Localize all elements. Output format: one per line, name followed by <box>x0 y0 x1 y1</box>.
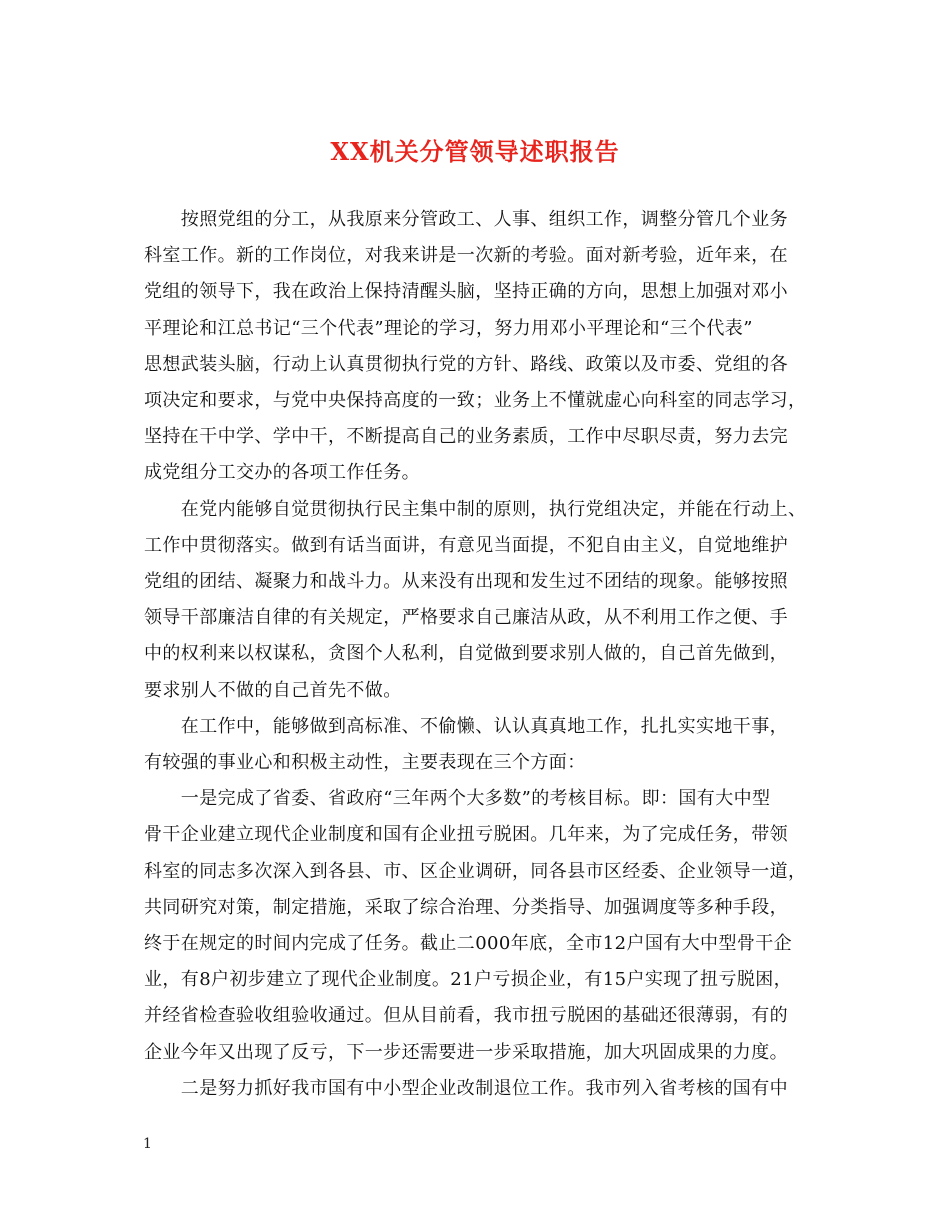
body-line: 平理论和江总书记“三个代表”理论的学习，努力用邓小平理论和“三个代表” <box>144 317 753 339</box>
body-line: 并经省检查验收组验收通过。但从目前看，我市扭亏脱困的基础还很薄弱，有的 <box>144 1005 788 1027</box>
body-line: 共同研究对策，制定措施，采取了综合治理、分类指导、加强调度等多种手段， <box>144 896 788 918</box>
body-line: 领导干部廉洁自律的有关规定，严格要求自己廉洁从政，从不利用工作之便、手 <box>144 607 788 629</box>
body-line: 党组的团结、凝聚力和战斗力。从来没有出现和发生过不团结的现象。能够按照 <box>144 571 788 592</box>
body-line: 在工作中，能够做到高标准、不偷懒、认认真真地工作，扎扎实实地干事， <box>144 715 788 737</box>
body-line: 在党内能够自觉贯彻执行民主集中制的原则，执行党组决定，并能在行动上、 <box>144 498 807 520</box>
body-line: 党组的领导下，我在政治上保持清醒头脑，坚持正确的方向，思想上加强对邓小 <box>144 281 788 303</box>
body-line: 要求别人不做的自己首先不做。 <box>144 679 402 701</box>
body-line: 项决定和要求，与党中央保持高度的一致；业务上不懂就虚心向科室的同志学习， <box>144 390 807 411</box>
body-line: 中的权利来以权谋私，贪图个人私利，自觉做到要求别人做的，自己首先做到， <box>144 643 788 665</box>
body-line: 科室工作。新的工作岗位，对我来讲是一次新的考验。面对新考验，近年来，在 <box>144 245 788 267</box>
document-title: XX机关分管领导述职报告 <box>330 137 620 166</box>
body-line: 骨干企业建立现代企业制度和国有企业扭亏脱困。几年来，为了完成任务，带领 <box>144 824 788 846</box>
page-number: 1 <box>143 1136 152 1152</box>
body-line: 思想武装头脑，行动上认真贯彻执行党的方针、路线、政策以及市委、党组的各 <box>144 353 788 375</box>
body-line: 二是努力抓好我市国有中小型企业改制退位工作。我市列入省考核的国有中 <box>144 1077 788 1099</box>
body-line: 企业今年又出现了反亏，下一步还需要进一步采取措施，加大巩固成果的力度。 <box>144 1041 788 1063</box>
body-line: 一是完成了省委、省政府“三年两个大多数”的考核目标。即：国有大中型 <box>144 788 771 810</box>
body-line: 坚持在干中学、学中干，不断提高自己的业务素质，工作中尽职尽责，努力去完 <box>144 426 788 448</box>
body-line: 终于在规定的时间内完成了任务。截止二000年底，全市12户国有大中型骨干企 <box>144 933 793 954</box>
body-line: 科室的同志多次深入到各县、市、区企业调研，同各县市区经委、企业领导一道， <box>144 860 807 882</box>
body-line: 成党组分工交办的各项工作任务。 <box>144 462 420 484</box>
body-line: 按照党组的分工，从我原来分管政工、人事、组织工作，调整分管几个业务 <box>144 209 788 230</box>
body-line: 工作中贯彻落实。做到有话当面讲，有意见当面提，不犯自由主义，自觉地维护 <box>144 534 788 556</box>
body-line: 业，有8户初步建立了现代企业制度。21户亏损企业，有15户实现了扭亏脱困， <box>144 969 793 991</box>
body-line: 有较强的事业心和积极主动性，主要表现在三个方面： <box>144 752 586 773</box>
